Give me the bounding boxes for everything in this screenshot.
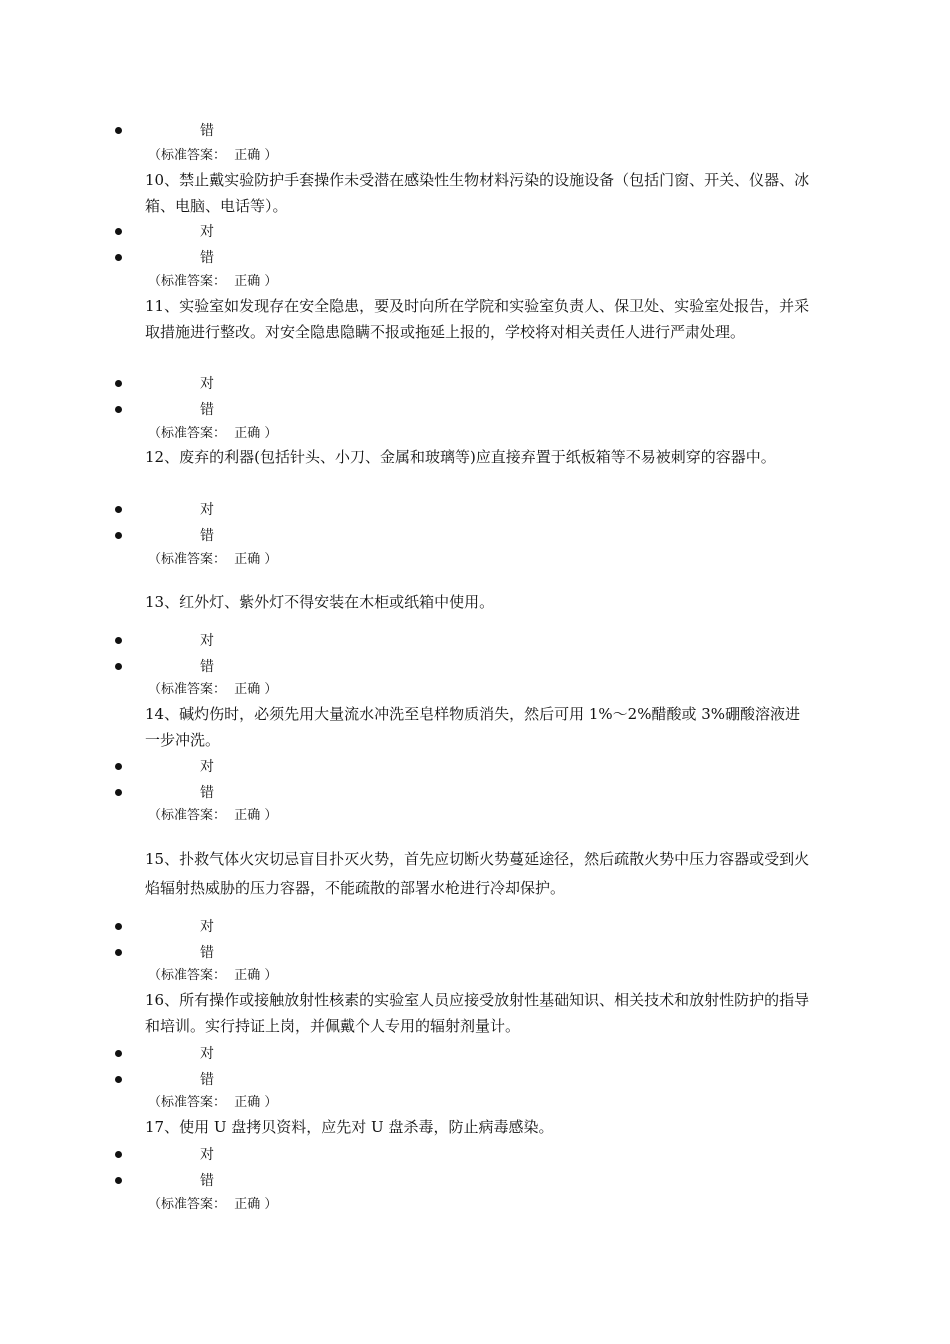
bullet-icon	[115, 637, 122, 644]
option-right[interactable]: 对	[200, 919, 214, 935]
bullet-icon	[115, 228, 122, 235]
option-right[interactable]: 对	[200, 759, 214, 775]
question-17: 17、使用 U 盘拷贝资料，应先对 U 盘杀毒，防止病毒感染。	[145, 1118, 554, 1136]
bullet-icon	[115, 763, 122, 770]
standard-answer: （标准答案： 正确 ）	[148, 426, 278, 441]
bullet-icon	[115, 506, 122, 513]
bullet-icon	[115, 923, 122, 930]
option-wrong[interactable]: 错	[200, 1072, 214, 1088]
standard-answer: （标准答案： 正确 ）	[148, 148, 278, 163]
bullet-icon	[115, 127, 122, 134]
option-right[interactable]: 对	[200, 1046, 214, 1062]
question-16: 16、所有操作或接触放射性核素的实验室人员应接受放射性基础知识、相关技术和放射性防护的指导和培训。实行持证上岗，并佩戴个人专用的辐射剂量计。	[145, 991, 810, 1035]
question-14: 14、碱灼伤时，必须先用大量流水冲洗至皂样物质消失，然后可用 1%～2%醋酸或 3%硼酸溶液进一步冲洗。	[145, 705, 801, 749]
option-wrong[interactable]: 错	[200, 659, 214, 675]
bullet-icon	[115, 663, 122, 670]
question-15: 15、扑救气体火灾切忌盲目扑灭火势，首先应切断火势蔓延途径，然后疏散火势中压力容器或受到火焰辐射热威胁的压力容器，不能疏散的部署水枪进行冷却保护。	[145, 850, 810, 897]
standard-answer: （标准答案： 正确 ）	[148, 682, 278, 697]
bullet-icon	[115, 1177, 122, 1184]
bullet-icon	[115, 1076, 122, 1083]
option-wrong[interactable]: 错	[200, 528, 214, 544]
bullet-icon	[115, 1151, 122, 1158]
question-11: 11、实验室如发现存在安全隐患，要及时向所在学院和实验室负责人、保卫处、实验室处报告，并采取措施进行整改。对安全隐患隐瞒不报或拖延上报的，学校将对相关责任人进行严肃处理。	[145, 297, 810, 341]
standard-answer: （标准答案： 正确 ）	[148, 808, 278, 823]
standard-answer: （标准答案： 正确 ）	[148, 552, 278, 567]
standard-answer: （标准答案： 正确 ）	[148, 1197, 278, 1212]
option-right[interactable]: 对	[200, 224, 214, 240]
bullet-icon	[115, 406, 122, 413]
option-wrong[interactable]: 错	[200, 123, 214, 139]
standard-answer: （标准答案： 正确 ）	[148, 274, 278, 289]
bullet-icon	[115, 254, 122, 261]
bullet-icon	[115, 1050, 122, 1057]
bullet-icon	[115, 380, 122, 387]
option-wrong[interactable]: 错	[200, 250, 214, 266]
option-wrong[interactable]: 错	[200, 785, 214, 801]
standard-answer: （标准答案： 正确 ）	[148, 968, 278, 983]
option-wrong[interactable]: 错	[200, 945, 214, 961]
question-10: 10、禁止戴实验防护手套操作未受潜在感染性生物材料污染的设施设备（包括门窗、开关、仪器、冰箱、电脑、电话等）。	[145, 171, 810, 215]
bullet-icon	[115, 532, 122, 539]
bullet-icon	[115, 789, 122, 796]
option-right[interactable]: 对	[200, 1147, 214, 1163]
bullet-icon	[115, 949, 122, 956]
question-12: 12、废弃的利器(包括针头、小刀、金属和玻璃等)应直接弃置于纸板箱等不易被刺穿的容器中。	[145, 448, 776, 466]
option-right[interactable]: 对	[200, 633, 214, 649]
question-13: 13、红外灯、紫外灯不得安装在木柜或纸箱中使用。	[145, 593, 495, 611]
option-wrong[interactable]: 错	[200, 1173, 214, 1189]
option-wrong[interactable]: 错	[200, 402, 214, 418]
standard-answer: （标准答案： 正确 ）	[148, 1095, 278, 1110]
option-right[interactable]: 对	[200, 502, 214, 518]
option-right[interactable]: 对	[200, 376, 214, 392]
